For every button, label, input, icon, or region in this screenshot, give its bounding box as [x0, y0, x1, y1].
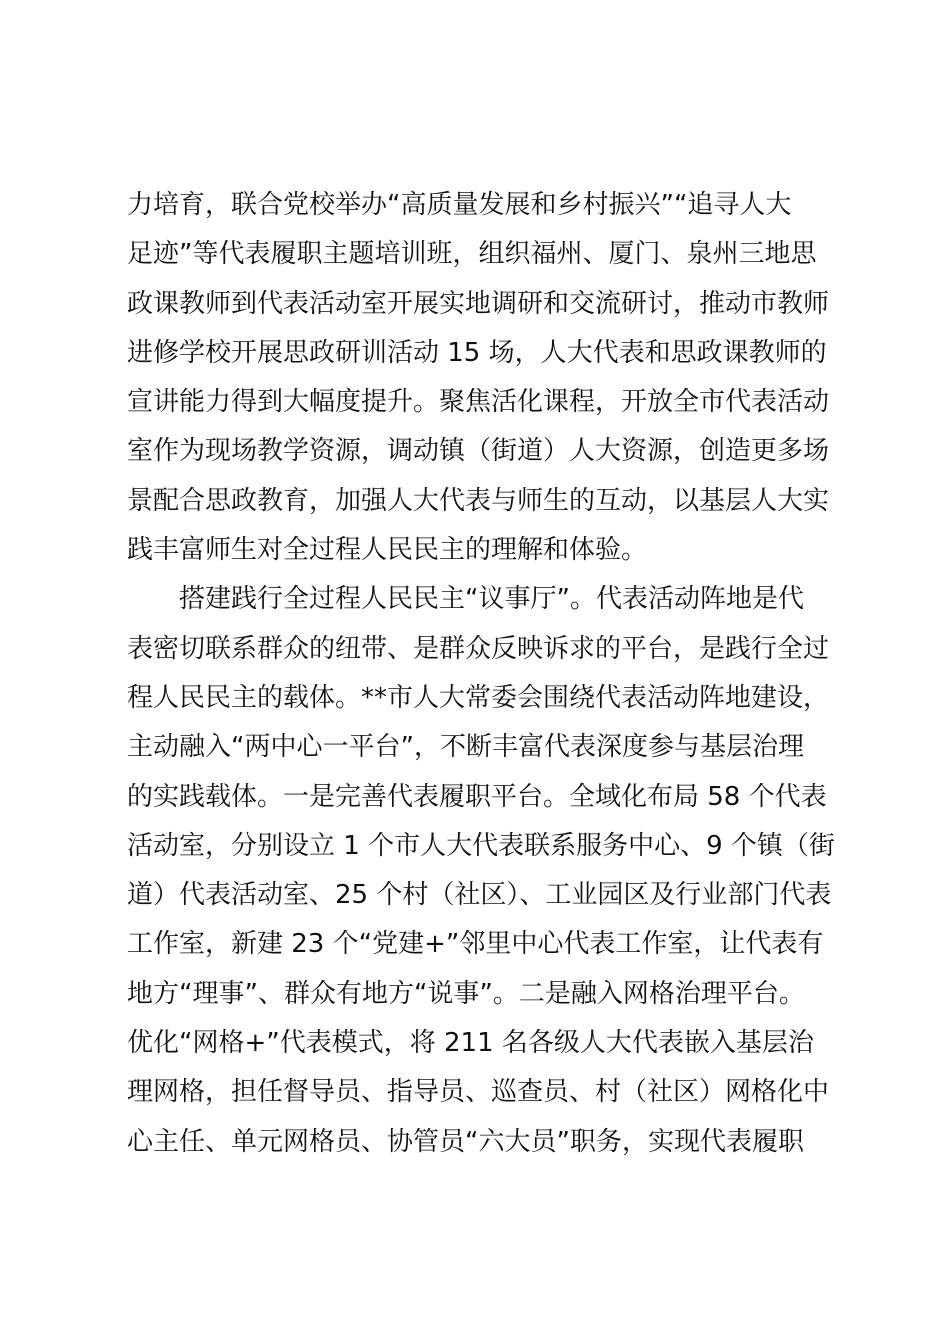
text-line: 足迹”等代表履职主题培训班，组织福州、厦门、泉州三地思	[127, 239, 817, 270]
text-line: 主动融入“两中心一平台”，不断丰富代表深度参与基层治理	[127, 732, 804, 763]
text-line: 优化“网格+”代表模式，将 211 名各级人大代表嵌入基层治	[127, 1028, 814, 1059]
text-line: 景配合思政教育，加强人大代表与师生的互动，以基层人大实	[127, 485, 830, 516]
body-text	[127, 181, 847, 1167]
text-line: 宣讲能力得到大幅度提升。聚焦活化课程，开放全市代表活动	[127, 387, 830, 418]
text-line: 程人民民主的载体。**市人大常委会围绕代表活动阵地建设，	[127, 682, 830, 713]
paragraph-1	[127, 181, 847, 575]
text-line: 理网格，担任督导员、指导员、巡查员、村（社区）网格化中	[127, 1077, 830, 1108]
text-line: 活动室，分别设立 1 个市人大代表联系服务中心、9 个镇（街	[127, 830, 835, 861]
text-line: 表密切联系群众的纽带、是群众反映诉求的平台，是践行全过	[127, 633, 830, 664]
text-line: 政课教师到代表活动室开展实地调研和交流研讨，推动市教师	[127, 288, 830, 319]
text-line: 的实践载体。一是完善代表履职平台。全域化布局 58 个代表	[127, 781, 827, 812]
paragraph-2	[127, 575, 847, 1167]
text-line: 室作为现场教学资源，调动镇（街道）人大资源，创造更多场	[127, 436, 830, 467]
text-line: 道）代表活动室、25 个村（社区）、工业园区及行业部门代表	[127, 880, 832, 911]
text-line: 心主任、单元网格员、协管员“六大员”职务，实现代表履职	[127, 1126, 804, 1157]
text-line: 搭建践行全过程人民民主“议事厅”。代表活动阵地是代	[179, 584, 804, 615]
text-line: 进修学校开展思政研训活动 15 场，人大代表和思政课教师的	[127, 337, 827, 368]
text-line: 工作室，新建 23 个“党建+”邻里中心代表工作室，让代表有	[127, 929, 824, 960]
text-line: 践丰富师生对全过程人民民主的理解和体验。	[127, 535, 648, 566]
text-line: 地方“理事”、群众有地方“说事”。二是融入网格治理平台。	[127, 978, 805, 1009]
text-line: 力培育，联合党校举办“高质量发展和乡村振兴”“追寻人大	[127, 190, 792, 220]
